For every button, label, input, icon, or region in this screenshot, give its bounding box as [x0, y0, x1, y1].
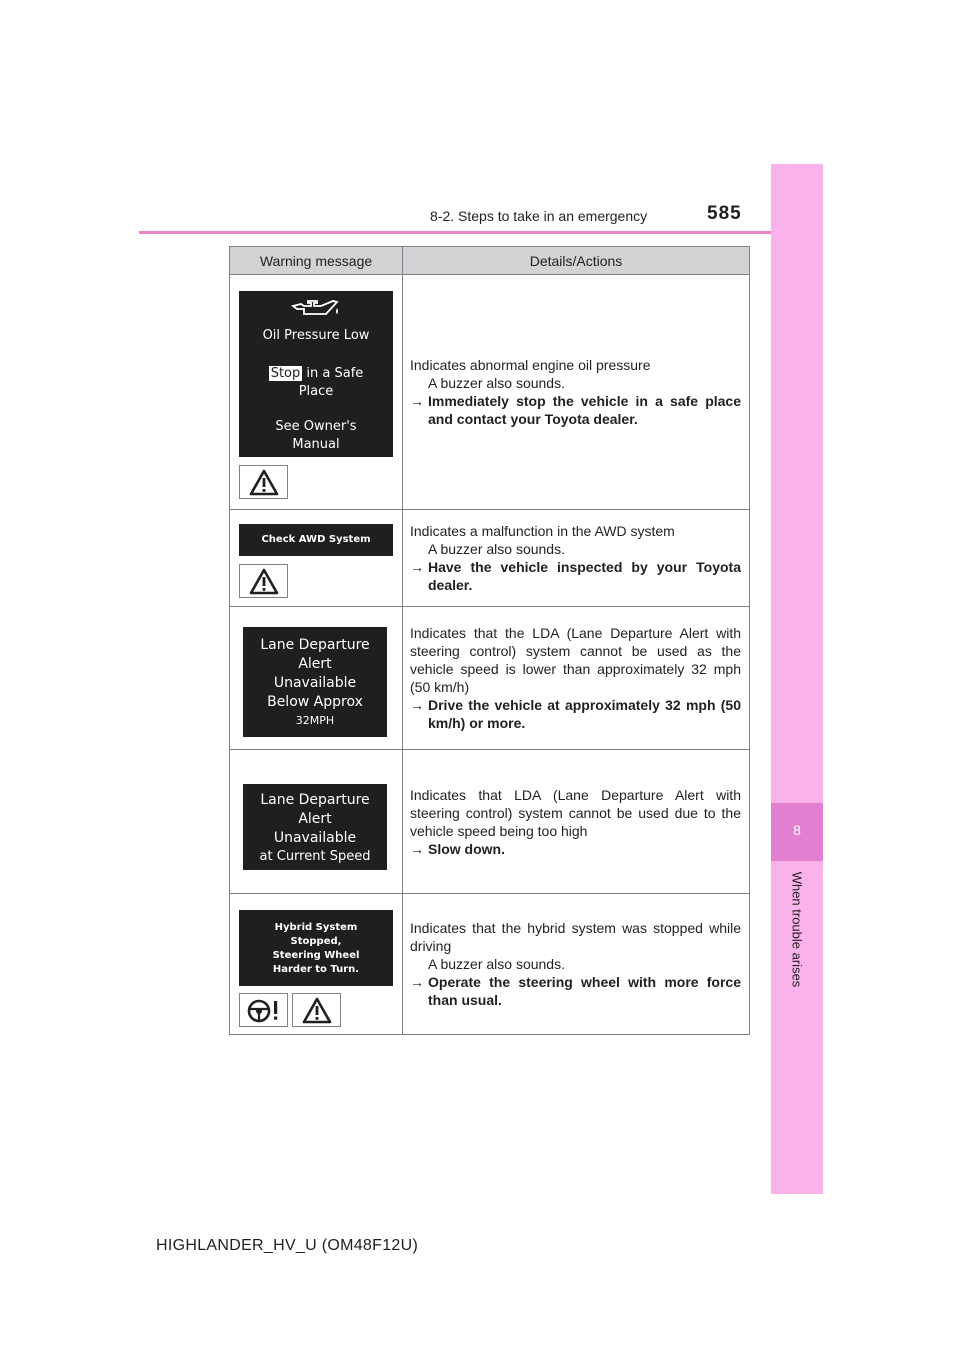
arrow-icon: → [410, 393, 424, 409]
steering-warning-icon [239, 993, 288, 1027]
hybrid-line-2: Stopped, [290, 936, 342, 947]
arrow-icon: → [410, 559, 424, 575]
lda-low-line-2: Alert [298, 656, 332, 672]
table-row [230, 275, 750, 510]
warning-triangle-icon [239, 465, 288, 499]
warning-image-cell [230, 607, 403, 750]
action-text: Slow down. [428, 840, 505, 857]
action-text: Have the vehicle inspected by your Toyota dealer. [428, 559, 741, 593]
lda-high-line-4: at Current Speed [259, 849, 371, 864]
details-text: Indicates that LDA (Lane Departure Alert with steering control) system cannot be used due to the vehicle speed being too high [410, 786, 741, 839]
chapter-number: 8 [793, 822, 801, 838]
arrow-icon: → [410, 840, 424, 857]
buzzer-note: A buzzer also sounds. [428, 541, 565, 557]
header-warning-message: Warning message [230, 247, 403, 275]
document-id-footer: HIGHLANDER_HV_U (OM48F12U) [156, 1237, 419, 1254]
lda-low-line-3: Unavailable [273, 675, 357, 691]
lda-low-line-1: Lane Departure [260, 637, 370, 653]
oil-line-1: Oil Pressure Low [262, 328, 370, 343]
oil-line-4: See Owner's [275, 419, 357, 434]
details-cell [403, 750, 750, 894]
action-text: Immediately stop the vehicle in a safe place and contact your Toyota dealer. [428, 393, 741, 427]
table-header-row [230, 247, 750, 275]
warning-image-cell [230, 750, 403, 894]
table-row [230, 607, 750, 750]
warning-triangle-icon [292, 993, 341, 1027]
warning-message-table [229, 246, 750, 1035]
table-row [230, 894, 750, 1035]
warning-image-cell [230, 510, 403, 607]
warning-image-cell [230, 894, 403, 1035]
oil-pressure-display [239, 291, 393, 457]
page-number: 585 [707, 203, 742, 224]
warning-triangle-icon [239, 564, 288, 598]
lda-low-speed-display [243, 627, 387, 737]
details-cell [403, 510, 750, 607]
details-cell [403, 607, 750, 750]
details-cell [403, 894, 750, 1035]
details-text: Indicates abnormal engine oil pressure [410, 357, 651, 373]
chapter-label: When trouble arises [789, 871, 805, 988]
details-text: Indicates a malfunction in the AWD system [410, 523, 675, 539]
details-cell [403, 275, 750, 510]
hybrid-line-4: Harder to Turn. [272, 964, 360, 975]
lda-high-line-1: Lane Departure [260, 792, 370, 808]
lda-high-line-3: Unavailable [273, 830, 357, 846]
lda-high-speed-display [243, 784, 387, 870]
table-row [230, 750, 750, 894]
action-text: Drive the vehicle at approximately 32 mph (50 km/h) or more. [428, 697, 741, 731]
awd-line: Check AWD System [261, 534, 371, 545]
awd-display [239, 524, 393, 556]
oil-line-2: in a Safe [306, 366, 364, 381]
hybrid-line-1: Hybrid System [274, 922, 358, 933]
hybrid-stopped-display [239, 910, 393, 986]
buzzer-note: A buzzer also sounds. [428, 375, 565, 391]
lda-high-line-2: Alert [298, 811, 332, 827]
arrow-icon: → [410, 974, 424, 990]
stop-label: Stop [270, 366, 301, 381]
section-title: 8-2. Steps to take in an emergency [430, 208, 648, 224]
chapter-side-tab [771, 164, 823, 1194]
details-text: Indicates that the hybrid system was stopped while driving [410, 920, 741, 954]
warning-image-cell [230, 275, 403, 510]
header-rule [139, 231, 822, 234]
header-details-actions: Details/Actions [403, 247, 750, 275]
oil-line-5: Manual [292, 437, 340, 452]
action-text: Operate the steering wheel with more force than usual. [428, 974, 741, 1008]
lda-low-line-4: Below Approx [267, 694, 363, 710]
oil-line-3: Place [298, 384, 334, 399]
lda-low-line-5: 32MPH [295, 714, 335, 727]
table-row [230, 510, 750, 607]
hybrid-line-3: Steering Wheel [272, 950, 360, 961]
buzzer-note: A buzzer also sounds. [428, 956, 565, 972]
oil-can-icon [291, 297, 341, 319]
arrow-icon: → [410, 697, 424, 713]
details-text: Indicates that the LDA (Lane Departure Alert with steering control) system cannot be used as the vehicle speed is lower than approximately 32 mph (50 km/h) [410, 625, 741, 695]
